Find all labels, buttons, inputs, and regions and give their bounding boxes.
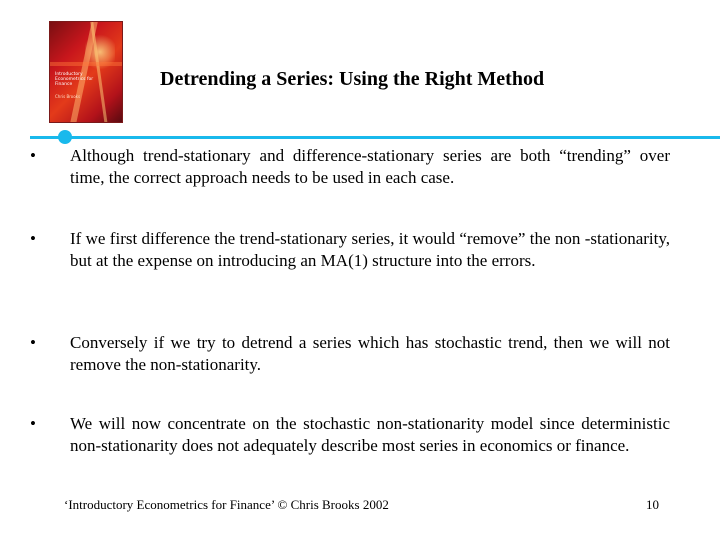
- bullet-item: [30, 228, 670, 272]
- bullet-text: Although trend-stationary and difference-stationary series are both “trending” over time, the correct approach needs to be used in each case.: [70, 146, 670, 187]
- book-cover-author: Chris Brooks: [55, 94, 81, 99]
- title-divider: [30, 136, 720, 139]
- bullet-marker: •: [30, 333, 36, 352]
- footer-citation: ‘Introductory Econometrics for Finance’ © Chris Brooks 2002: [64, 497, 389, 512]
- bullet-item: [30, 145, 670, 189]
- bullet-marker: •: [30, 414, 36, 433]
- bullet-text: Conversely if we try to detrend a series which has stochastic trend, then we will not remove the non-stationarity.: [70, 333, 670, 374]
- bullet-item: [30, 413, 670, 457]
- bullet-text: We will now concentrate on the stochastic non-stationarity model since deterministic non-stationarity does not adequately describe most series in economics or finance.: [70, 414, 670, 455]
- slide-title: Detrending a Series: Using the Right Method: [160, 68, 545, 90]
- book-cover-image: [50, 22, 122, 122]
- divider-dot: [58, 130, 72, 144]
- bullet-marker: •: [30, 229, 36, 248]
- page-number: 10: [646, 497, 659, 512]
- book-cover-title: Introductory Econometrics for Finance: [55, 72, 94, 87]
- bullet-text: If we first difference the trend-stationary series, it would “remove” the non -stationarity, but at the expense on introducing an MA(1) structure into the errors.: [70, 229, 670, 270]
- bullet-item: [30, 332, 670, 376]
- bullet-marker: •: [30, 146, 36, 165]
